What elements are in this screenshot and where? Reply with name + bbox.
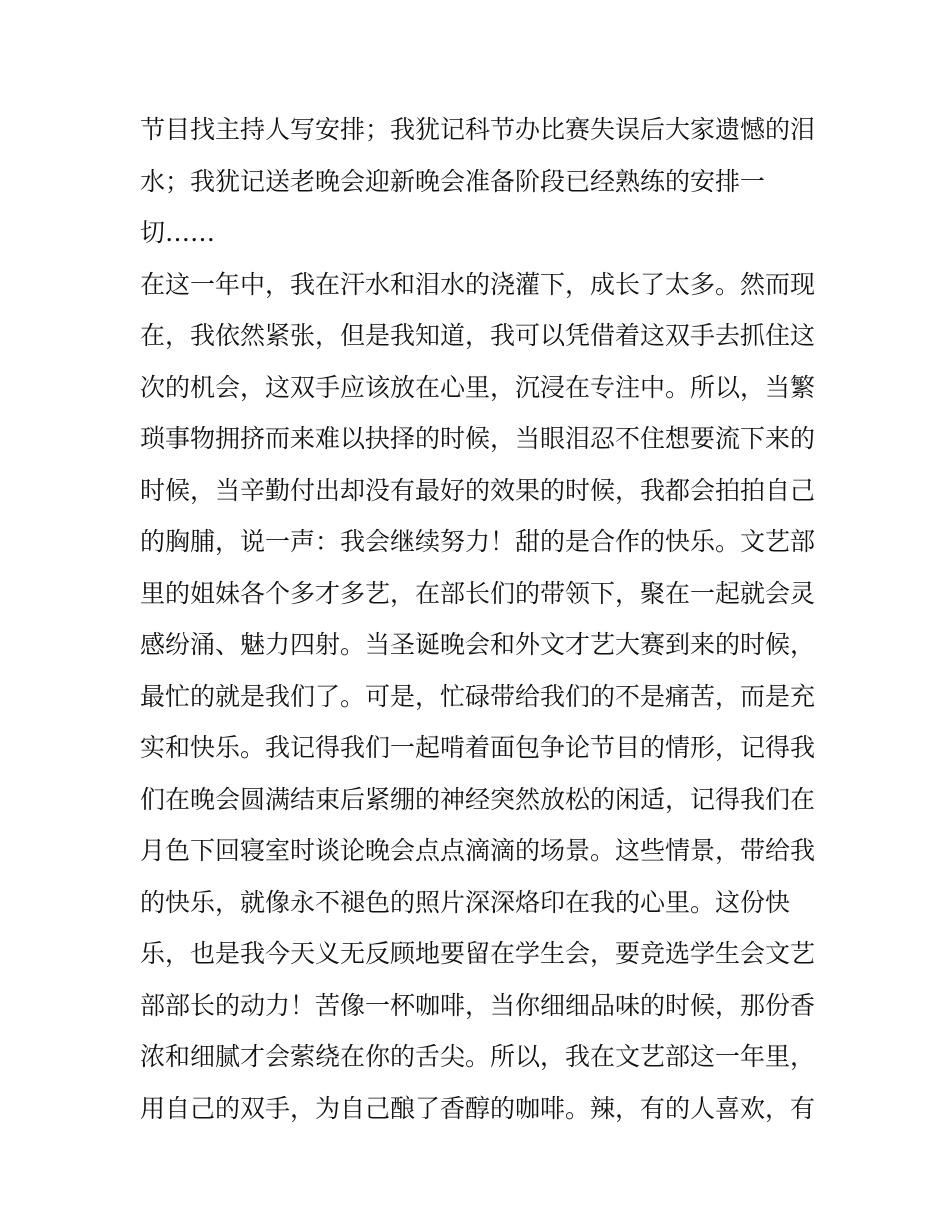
text-line: 用自己的双手，为自己酿了香醇的咖啡。辣，有的人喜欢，有 (140, 1093, 816, 1123)
text-line: 水；我犹记送老晚会迎新晚会准备阶段已经熟练的安排一 (140, 166, 766, 196)
text-line: 实和快乐。我记得我们一起啃着面包争论节目的情形，记得我 (140, 733, 816, 762)
body-text (140, 104, 820, 1134)
text-line: 最忙的就是我们了。可是，忙碌带给我们的不是痛苦，而是充 (140, 681, 816, 711)
text-line: 琐事物拥挤而来难以抉择的时候，当眼泪忍不住想要流下来的 (140, 424, 816, 453)
text-line: 感纷涌、魅力四射。当圣诞晚会和外文才艺大赛到来的时候， (140, 630, 816, 659)
text-line: 次的机会，这双手应该放在心里，沉浸在专注中。所以，当繁 (140, 372, 816, 402)
text-line: 在这一年中，我在汗水和泪水的浇灌下，成长了太多。然而现 (140, 269, 816, 299)
text-line: 节目找主持人写安排；我犹记科节办比赛失误后大家遗憾的泪 (140, 115, 816, 144)
text-line: 的胸脯，说一声：我会继续努力！甜的是合作的快乐。文艺部 (140, 527, 816, 556)
text-line: 里的姐妹各个多才多艺，在部长们的带领下，聚在一起就会灵 (140, 578, 816, 608)
text-line: 的快乐，就像永不褪色的照片深深烙印在我的心里。这份快 (140, 887, 791, 917)
text-line: 部部长的动力！苦像一杯咖啡，当你细细品味的时候，那份香 (140, 990, 816, 1020)
text-line: 乐，也是我今天义无反顾地要留在学生会，要竞选学生会文艺 (140, 939, 816, 968)
text-line: 月色下回寝室时谈论晚会点点滴滴的场景。这些情景，带给我 (140, 836, 816, 865)
text-line: 们在晚会圆满结束后紧绷的神经突然放松的闲适，记得我们在 (140, 784, 816, 814)
text-line: 浓和细腻才会萦绕在你的舌尖。所以，我在文艺部这一年里， (140, 1042, 816, 1071)
text-line: 时候，当辛勤付出却没有最好的效果的时候，我都会拍拍自己 (140, 475, 816, 505)
text-line: 在，我依然紧张，但是我知道，我可以凭借着这双手去抓住这 (140, 321, 816, 350)
text-line: 切…… (140, 218, 216, 247)
